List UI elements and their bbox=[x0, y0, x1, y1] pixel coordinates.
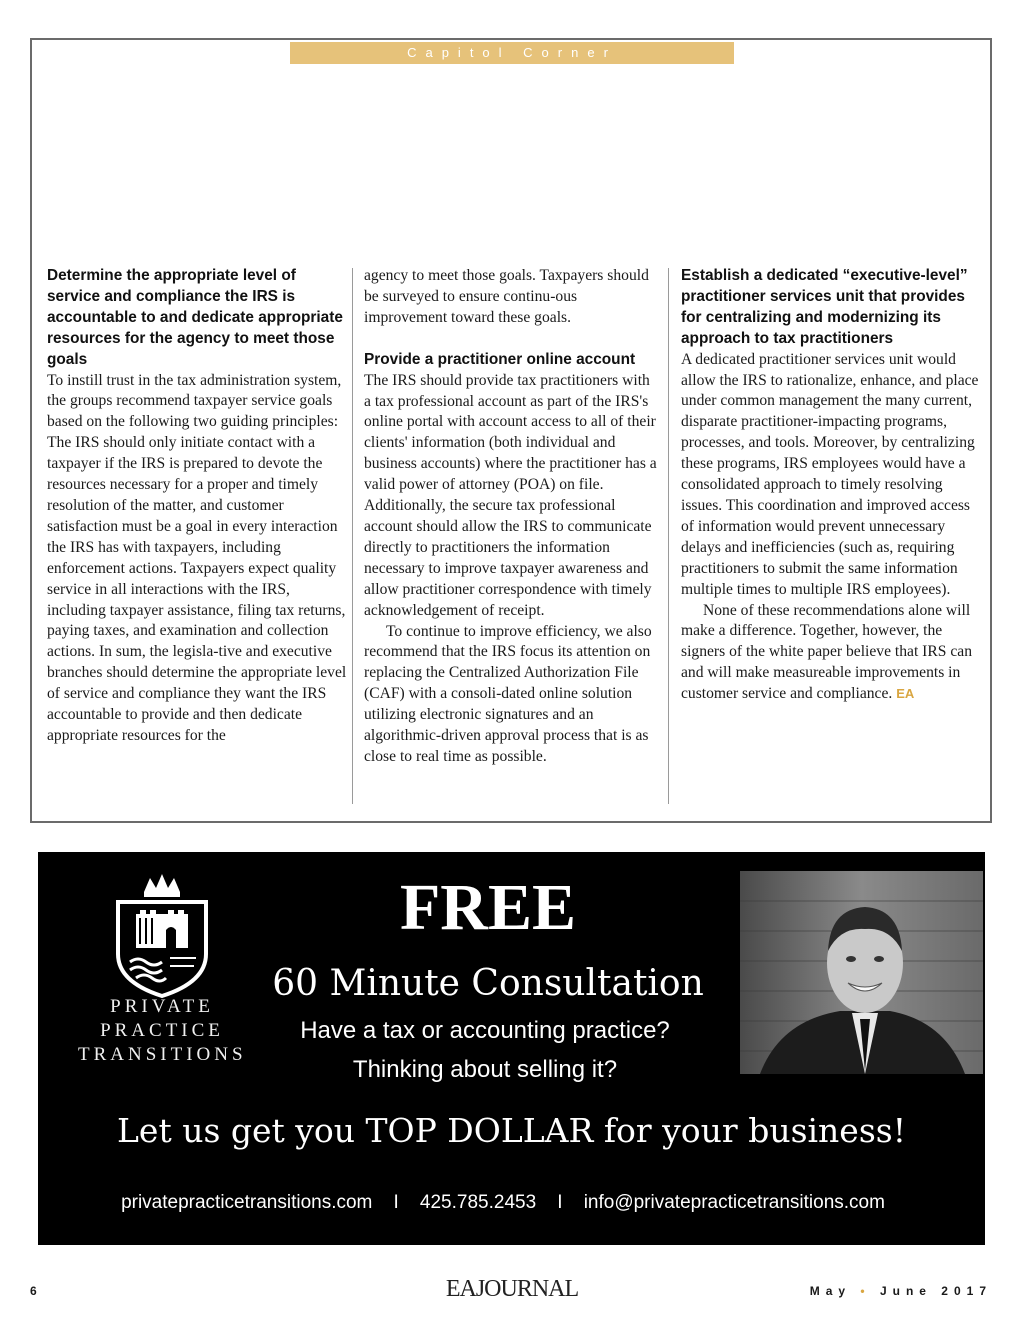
issue-month-end: June 2017 bbox=[879, 1284, 992, 1298]
logo-text-line: TRANSITIONS bbox=[78, 1044, 247, 1065]
advertisement bbox=[38, 852, 985, 1245]
crest-icon bbox=[78, 870, 246, 1000]
section-heading: Determine the appropriate level of service and compliance the IRS is accountable to and dedicate appropriate resources for the agency to meet those goals bbox=[47, 267, 343, 368]
column-divider bbox=[352, 268, 353, 804]
ad-subhead: 60 Minute Consultation bbox=[272, 963, 704, 1004]
body-paragraph: agency to meet those goals. Taxpayers should be surveyed to ensure continu-ous improvement toward these goals. bbox=[364, 267, 649, 326]
body-paragraph: None of these recommendations alone will make a difference. Together, however, the signers of the white paper believe that IRS can and will make measureable improvements in customer service and compliance. EA bbox=[681, 601, 972, 703]
section-heading: Provide a practitioner online account bbox=[364, 350, 636, 368]
issue-month-start: May bbox=[809, 1284, 852, 1298]
issue-date bbox=[810, 1284, 992, 1298]
body-paragraph: To instill trust in the tax administration system, the groups recommend taxpayer service goals based on the following two guiding principles: The IRS should only initiate contact with a taxpayer if the IRS is prepared to devote the resources necessary for a proper and timely resolution of the matter, and customer satisfaction must be a goal in every interaction the IRS has with taxpayers, including enforcement actions. Taxpayers expect quality service in all interactions with the IRS, including taxpayer assistance, filing tax returns, paying taxes, and examination and collection actions. In sum, the legisla-tive and executive branches should determine the appropriate level of service and compliance they want the IRS accountable to provide and then dedicate appropriate resources for the bbox=[47, 371, 347, 744]
page-number: 6 bbox=[30, 1284, 37, 1298]
ad-phone[interactable]: 425.785.2453 bbox=[419, 1192, 537, 1213]
contact-separator: I bbox=[557, 1192, 563, 1213]
article-column-3 bbox=[681, 266, 981, 705]
column-divider bbox=[668, 268, 669, 804]
body-paragraph: A dedicated practitioner services unit would allow the IRS to rationalize, enhance, and place under common management the many current, disparate practitioner-impacting programs, processes, and tools. Moreover, by centralizing these programs, IRS employees would have a consolidated approach to timely resolving issues. This coordination and improved access of information would prevent unnecessary delays and inefficiencies (such as, requiring practitioners to submit the same information multiple times to multiple IRS employees). bbox=[681, 350, 979, 598]
ad-call-to-action: Let us get you TOP DOLLAR for your business! bbox=[117, 1111, 906, 1150]
consultant-portrait bbox=[740, 871, 983, 1074]
logo-text-line: PRIVATE bbox=[110, 996, 214, 1017]
separator-dot: • bbox=[860, 1284, 871, 1298]
ad-question: Have a tax or accounting practice? bbox=[300, 1017, 670, 1044]
private-practice-transitions-logo bbox=[78, 870, 246, 1070]
body-paragraph: To continue to improve efficiency, we also recommend that the IRS focus its attention on replacing the Centralized Authorization File (CAF) with a consoli-dated online solution utilizing electronic signatures and an algorithmic-driven approval process that is as close to real time as possible. bbox=[364, 622, 652, 765]
logo-text-line: PRACTICE bbox=[100, 1020, 224, 1041]
ad-contact-line bbox=[38, 1190, 968, 1216]
article-column-2 bbox=[364, 266, 660, 768]
end-mark: EA bbox=[896, 686, 915, 702]
article-column-1 bbox=[47, 266, 347, 747]
section-heading: Establish a dedicated “executive-level” practitioner services unit that provides for centralizing and modernizing its approach to tax practitioners bbox=[681, 267, 968, 347]
section-title: Capitol Corner bbox=[290, 42, 734, 64]
ad-website-link[interactable]: privatepracticetransitions.com bbox=[121, 1192, 373, 1213]
ad-headline: FREE bbox=[399, 871, 577, 944]
body-paragraph: The IRS should provide tax practitioners with a tax professional account as part of the IRS's online portal with account access to all of their clients' information (both individual and business accounts) where the practitioner has a valid power of attorney (POA) on file. Additionally, the secure tax professional account should allow the IRS to communicate directly to practitioners the information necessary to improve taxpayer awareness and allow practitioner correspondence with timely acknowledgement of receipt. bbox=[364, 371, 657, 619]
contact-separator: I bbox=[393, 1192, 399, 1213]
journal-logo: EAJOURNAL bbox=[445, 1276, 579, 1302]
ad-email-link[interactable]: info@privatepracticetransitions.com bbox=[583, 1192, 885, 1213]
ad-question: Thinking about selling it? bbox=[352, 1056, 618, 1083]
